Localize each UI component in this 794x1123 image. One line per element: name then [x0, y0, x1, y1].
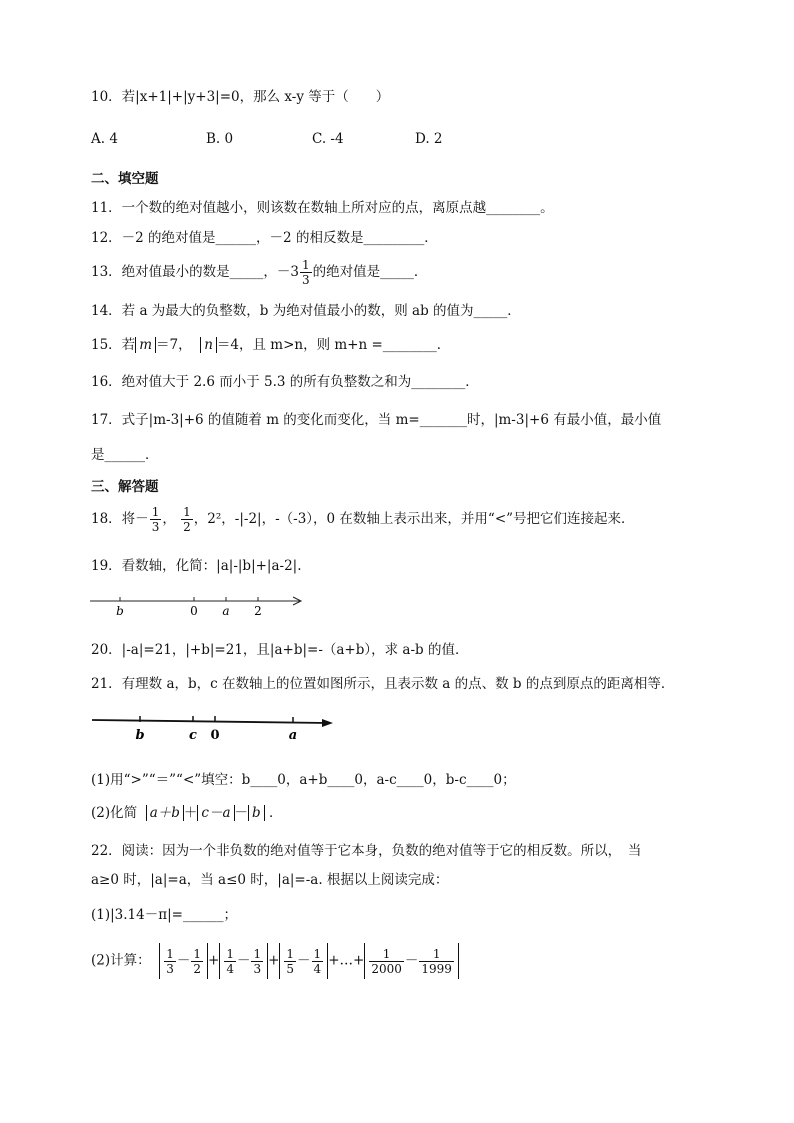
label-a: a [288, 728, 298, 742]
abs-term-2: $\frac{1}{4}$ － $\frac{1}{3}$ [219, 943, 268, 979]
question-13 [91, 258, 427, 287]
q13-suffix: 的绝对值是_____． [312, 264, 428, 280]
q13-prefix: 13．绝对值最小的数是_____，－3 [91, 264, 300, 280]
option-a: A. 4 [91, 131, 118, 147]
question-11: 11．一个数的绝对值越小，则该数在数轴上所对应的点，离原点越________。 [91, 200, 554, 216]
option-b: B. 0 [206, 131, 234, 147]
question-21-part2: (2)化简 a＋b ＋ c－a － b ． [91, 805, 283, 821]
question-22-line1: 22．阅读：因为一个非负数的绝对值等于它本身，负数的绝对值等于它的相反数。所以， 当 [91, 843, 642, 859]
axis-arrow [322, 719, 333, 727]
q18-fraction-1: $\frac{1}{3}$ [151, 505, 160, 534]
number-line-19 [88, 592, 308, 618]
question-14: 14．若 a 为最大的负整数，b 为绝对值最小的数，则 ab 的值为_____． [91, 303, 521, 319]
label-b: b [135, 728, 145, 742]
question-15: 15．若 m ＝7， n ＝4，且 m>n，则 m+n =________． [91, 337, 451, 353]
question-10: 10．若|x+1|+|y+3|=0，那么 x-y 等于（ ） [91, 89, 390, 105]
abs-term-3: $\frac{1}{5}$ － $\frac{1}{4}$ [279, 943, 328, 979]
question-21: 21．有理数 a，b，c 在数轴上的位置如图所示，且表示数 a 的点、数 b 的点到原点的距离相等． [91, 676, 675, 692]
label-0: 0 [190, 604, 198, 618]
option-d: D. 2 [415, 131, 443, 147]
question-12: 12．－2 的绝对值是______，－2 的相反数是_________． [91, 230, 438, 246]
label-0: 0 [210, 728, 220, 742]
section-answer-title: 三、解答题 [91, 479, 159, 495]
abs-m: m [135, 337, 156, 353]
question-22-line2: a≥0 时，|a|=a，当 a≤0 时，|a|=-a. 根据以上阅读完成： [91, 872, 449, 888]
abs-n: n [200, 337, 217, 353]
number-line-21 [90, 710, 340, 742]
abs-b: b [248, 805, 265, 821]
abs-c-minus-a: c－a [197, 805, 234, 821]
question-22-part1: (1)|3.14－π|=______； [91, 907, 237, 923]
option-c: C. -4 [312, 131, 344, 147]
question-17-line1: 17．式子|m-3|+6 的值随着 m 的变化而变化，当 m=_______时，|m-3|+6 有最小值，最小值 [91, 412, 662, 428]
question-18: 18．将－ $\frac{1}{3}$ ， $\frac{1}{2}$ ，2²，-|-2|，-（-3），0 在数轴上表示出来，并用“<”号把它们连接起来． [91, 505, 635, 534]
abs-term-1: $\frac{1}{3}$ － $\frac{1}{2}$ [159, 943, 208, 979]
section-fill-in-title: 二、填空题 [91, 171, 159, 187]
q13-fraction: $\frac{1}{3}$ [302, 258, 310, 287]
question-21-part1: (1)用“>”“＝”“<”填空：b____0，a+b____0，a-c____0，b-c____0； [91, 772, 516, 788]
question-22-part2: (2)计算： $\frac{1}{3}$ － $\frac{1}{2}$ + $\frac{1}{4}$ － $\frac{1}{3}$ + $\frac{1}{5}$ － $\frac{1}{4}$ +…+ $\frac{1}{2000}$ － $\frac{1}{1999}$ [91, 942, 459, 979]
question-20: 20．|-a|=21，|+b|=21，且|a+b|=-（a+b），求 a-b 的值． [91, 642, 469, 658]
label-2: 2 [254, 604, 262, 618]
label-b: b [116, 604, 124, 618]
abs-a-plus-b: a＋b [146, 805, 184, 821]
question-16: 16．绝对值大于 2.6 而小于 5.3 的所有负整数之和为________． [91, 374, 479, 390]
abs-term-last: $\frac{1}{2000}$ － $\frac{1}{1999}$ [364, 943, 459, 979]
question-17-line2: 是______． [91, 447, 159, 463]
label-a: a [222, 604, 230, 618]
label-c: c [189, 728, 197, 742]
q18-fraction-2: $\frac{1}{2}$ [183, 505, 191, 534]
question-19: 19．看数轴，化简：|a|-|b|+|a-2|. [91, 558, 302, 574]
